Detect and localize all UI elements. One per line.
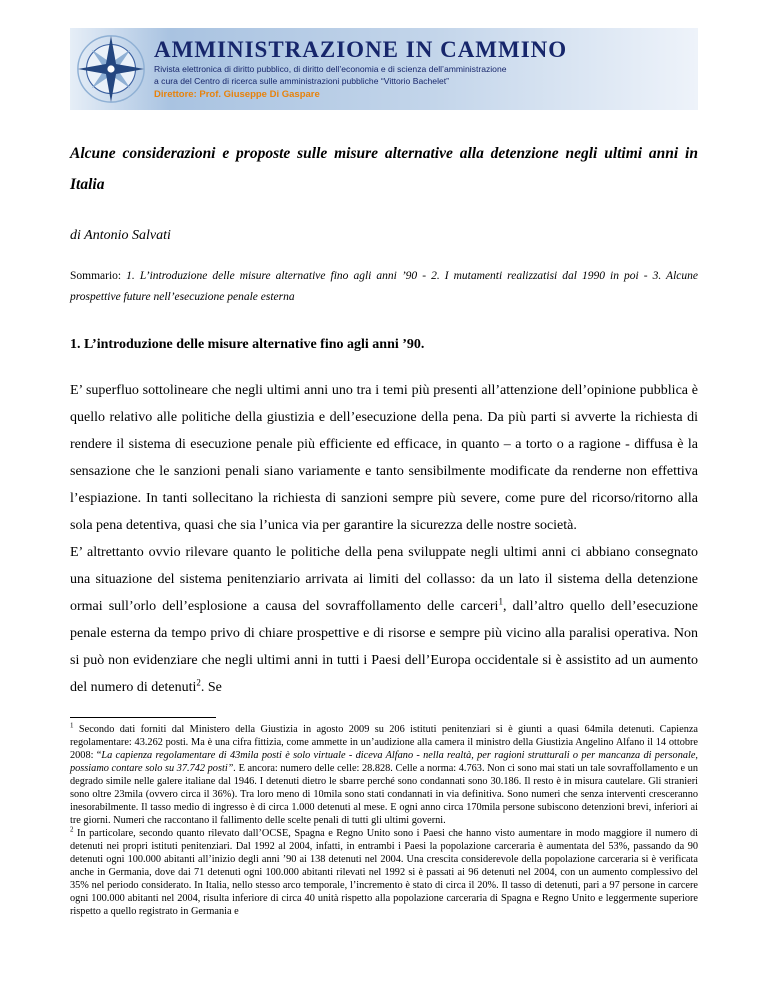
footnote-1-text: Secondo dati forniti dal Ministero della Giustizia in agosto 2009 su 206 istituti penitenziari si è giunti a quasi 64mila detenuti. Capienza regolamentare: 43.262 posti. Ma è una cifra fittizia, come ammette in un’audizione alla camera il ministro della Giustizia Angelino Alfano il 14 ottobre 2008: “	[70, 723, 698, 761]
footnote-2-text: In particolare, secondo quanto rilevato dall’OCSE, Spagna e Regno Unito sono i Paesi che hanno visto aumentare in modo maggiore il numero di detenuti nei propri istituti penitenziari. Dal 1992 al 2004, infatti, in entrambi i Paesi la popolazione carceraria è aumentata del 53%, passando da 90 detenuti ogni 100.000 abitanti all’inizio degli anni ’90 ai 138 detenuti nel 2004. Una crescita considerevole della popolazione carceraria si è verificata anche in Germania, dove dai 71 detenuti ogni 100.000 abitanti rilevati nel 1992 si è passati ai 96 detenuti nel 2004, con un aumento complessivo del 35% nel periodo considerato. In Italia, nello stesso arco temporale, l’incremento è stato di circa il 20%. Il tasso di detenuti, pari a 97 persone in carcere ogni 100.000 abitanti nel 2004, risulta inferiore di circa 40 unità rispetto alla popolazione carceraria di Spagna e Regno Unito e leggermente superiore rispetto a quello registrato in Germania e	[70, 827, 698, 917]
footnote-2-marker: 2	[70, 825, 74, 834]
footnotes-section	[70, 723, 698, 918]
footnote-ref-2: 2	[196, 676, 201, 687]
article-summary	[70, 266, 698, 309]
paragraph-2-text: E’ altrettanto ovvio rilevare quanto le politiche della pena sviluppate negli ultimi anni ci abbiano consegnato una situazione del sistema penitenziario arrivata ai limiti del collasso: da un lato il sistema della detenzione ormai sull’orlo dell’esplosione a causa del sovraffollamento delle carceri	[70, 544, 698, 614]
footnote-1	[70, 723, 698, 827]
summary-text: 1. L’introduzione delle misure alternative fino agli anni ’90 - 2. I mutamenti realizzatisi dal 1990 in poi - 3. Alcune prospettive future nell’esecuzione penale esterna	[70, 270, 698, 304]
section-1-heading: 1. L’introduzione delle misure alternative fino agli anni ’90.	[70, 336, 425, 352]
footnote-ref-1: 1	[498, 595, 503, 606]
journal-header	[70, 28, 698, 110]
paragraph-2	[70, 539, 698, 701]
footnote-1-marker: 1	[70, 721, 74, 730]
article-content	[70, 138, 698, 918]
journal-header-text	[152, 28, 698, 110]
paragraph-2-text: , dall’altro quello dell’esecuzione penale esterna da tempo privo di chiare prospettive e di risorse e sempre più vicino alla paralisi operativa. Non si può non evidenziare che negli ultimi anni in tutti i Paesi dell’Europa occidentale si è assistito ad un aumento del numero di detenuti	[70, 598, 698, 695]
journal-title: AMMINISTRAZIONE IN CAMMINO	[154, 37, 568, 63]
summary-label: Sommario:	[70, 270, 127, 282]
article-title: Alcune considerazioni e proposte sulle misure alternative alla detenzione negli ultimi anni in Italia	[70, 145, 698, 193]
journal-subtitle-1: Rivista elettronica di diritto pubblico, di diritto dell’economia e di scienza dell’amministrazione	[154, 63, 507, 74]
footnote-1-text: E ancora: numero delle celle: 28.828. Celle a norma: 4.763. Non ci sono mai stati un tale sovraffollamento e un degrado simile nelle galere italiane dal 1946. I detenuti dietro le sbarre perché sono condannati sono 30.186. Il resto è in misura cautelare. Gli stranieri sono oltre 23mila (ovvero circa il 36%). Tra loro meno di 10mila sono stati condannati in via definitiva. Sono numeri che senza interventi cresceranno inesorabilmente. Il tasso medio di ingresso è di circa 1.000 detenuti al mese. E ogni anno circa 170mila persone subiscono detenzioni brevi, inferiori ai tre giorni. Numeri che raccontano il fallimento delle scelte penali di tutti gli ultimi governi.	[70, 762, 698, 826]
journal-subtitle-2: a cura del Centro di ricerca sulle amministrazioni pubbliche “Vittorio Bachelet”	[154, 75, 450, 86]
paragraph-1: E’ superfluo sottolineare che negli ultimi anni uno tra i temi più presenti all’attenzione dell’opinione pubblica è quello relativo alle politiche della giustizia e dell’esecuzione della pena. Da più parti si avverte la richiesta di rendere il sistema di esecuzione penale più efficiente ed efficace, in quanto – a torto o a ragione - diffusa è la sensazione che le sanzioni penali siano variamente e tanto sensibilmente modificate da renderne non effettiva l’espiazione. In tanti sollecitano la richiesta di sanzioni sempre più severe, come pure del ricorso/ritorno alla sola pena detentiva, quasi che sia l’unica via per garantire la sicurezza delle nostre società.	[70, 382, 698, 533]
article-author: di Antonio Salvati	[70, 228, 171, 243]
compass-rose-icon	[70, 28, 152, 110]
footnote-1-quote: La capienza regolamentare di 43mila posti è solo virtuale - diceva Alfano - nella realtà, per ragioni strutturali o per mancanza di personale, possiamo contare solo su 37.742 posti”.	[70, 749, 698, 774]
footnote-separator	[70, 717, 216, 718]
footnote-2	[70, 827, 698, 918]
paragraph-2-text: . Se	[200, 679, 222, 695]
journal-director-line: Direttore: Prof. Giuseppe Di Gaspare	[154, 88, 320, 100]
